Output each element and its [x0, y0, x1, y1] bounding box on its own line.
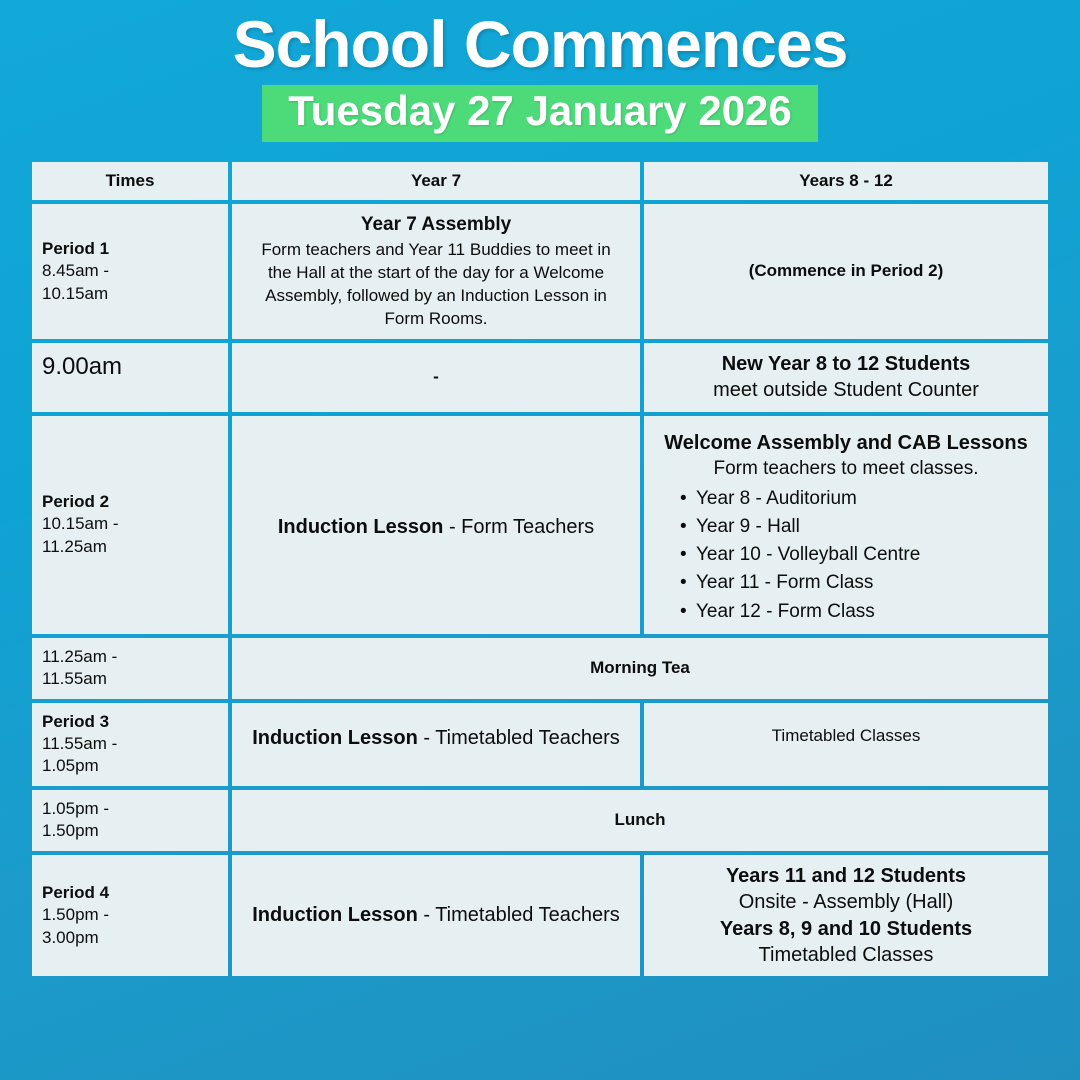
year7-cell-period4 [232, 855, 640, 977]
table-row [32, 343, 1048, 412]
year7-induction-label: Induction Lesson [252, 904, 418, 927]
period-label: Period 4 [42, 882, 110, 902]
table-row [32, 638, 1048, 699]
year7-cell-period1 [232, 204, 640, 339]
page-title: School Commences [232, 7, 848, 81]
list-item: • Year 11 - Form Class [680, 569, 1038, 597]
morning-tea-banner: Morning Tea [232, 638, 1048, 699]
table-row [32, 416, 1048, 634]
year-location-list [680, 485, 1038, 626]
list-item: • Year 12 - Form Class [680, 598, 1038, 626]
years11-12-detail: Onsite - Assembly (Hall) [738, 891, 954, 914]
table-row [32, 204, 1048, 339]
column-header-years8-12: Years 8 - 12 [644, 162, 1048, 200]
time-cell-period1 [32, 204, 228, 339]
year7-assembly-description: Form teachers and Year 11 Buddies to meet in the Hall at the start of the day for a Welcome Assembly, followed by an Induction Lesson in Form Rooms. [261, 240, 611, 328]
year7-induction-detail: - Timetabled Teachers [417, 904, 620, 927]
time-range-start: 1.50pm - [42, 905, 110, 925]
table-row [32, 703, 1048, 786]
years812-cell-period1: (Commence in Period 2) [644, 204, 1048, 339]
table-row [32, 790, 1048, 851]
time-range-start: 11.55am - [42, 733, 118, 753]
time-cell-period4 [32, 855, 228, 977]
year7-cell-period3 [232, 703, 640, 786]
column-header-year7: Year 7 [232, 162, 640, 200]
year7-induction-label: Induction Lesson [277, 516, 444, 539]
table-header-row [32, 162, 1048, 200]
list-item: • Year 8 - Auditorium [680, 485, 1038, 513]
list-item: • Year 10 - Volleyball Centre [680, 541, 1038, 569]
timetable [28, 158, 1052, 981]
years11-12-heading: Years 11 and 12 Students [725, 864, 967, 887]
time-cell-900am: 9.00am [32, 343, 228, 412]
year7-induction-detail: - Timetabled Teachers [417, 726, 620, 749]
years8-10-heading: Years 8, 9 and 10 Students [719, 917, 973, 940]
table-row [32, 855, 1048, 977]
date-banner: Tuesday 27 January 2026 [262, 85, 818, 141]
time-range-end: 10.15am [42, 283, 109, 303]
time-range-end: 1.50pm [42, 821, 99, 841]
year7-cell-period2 [232, 416, 640, 634]
list-item: • Year 9 - Hall [680, 513, 1038, 541]
welcome-assembly-title: Welcome Assembly and CAB Lessons [664, 431, 1028, 454]
time-cell-morningtea [32, 638, 228, 699]
year7-induction-detail: - Form Teachers [443, 516, 595, 539]
time-range-start: 8.45am - [42, 261, 110, 281]
time-cell-period2 [32, 416, 228, 634]
period-label: Period 3 [42, 711, 110, 731]
time-cell-period3 [32, 703, 228, 786]
welcome-assembly-sub: Form teachers to meet classes. [713, 458, 979, 480]
years812-cell-period3: Timetabled Classes [644, 703, 1048, 786]
years812-cell-period4 [644, 855, 1048, 977]
column-header-times: Times [32, 162, 228, 200]
year7-induction-label: Induction Lesson [252, 726, 418, 749]
time-range-end: 3.00pm [42, 927, 99, 947]
time-cell-lunch [32, 790, 228, 851]
new-students-heading: New Year 8 to 12 Students [721, 352, 971, 375]
time-range-end: 11.55am [42, 669, 107, 689]
time-range-start: 11.25am - [42, 646, 118, 666]
period-label: Period 2 [42, 491, 110, 511]
year7-cell-900am: - [232, 343, 640, 412]
time-range-start: 10.15am - [42, 514, 119, 534]
subtitle-container [28, 85, 1052, 141]
years812-cell-period2 [644, 416, 1048, 634]
new-students-detail: meet outside Student Counter [713, 379, 979, 402]
period-label: Period 1 [42, 238, 110, 258]
lunch-banner: Lunch [232, 790, 1048, 851]
years8-10-detail: Timetabled Classes [758, 943, 934, 966]
time-range-end: 1.05pm [42, 756, 99, 776]
time-range-start: 1.05pm - [42, 798, 110, 818]
time-range-end: 11.25am [42, 536, 107, 556]
years812-cell-900am [644, 343, 1048, 412]
year7-assembly-title: Year 7 Assembly [360, 214, 512, 236]
